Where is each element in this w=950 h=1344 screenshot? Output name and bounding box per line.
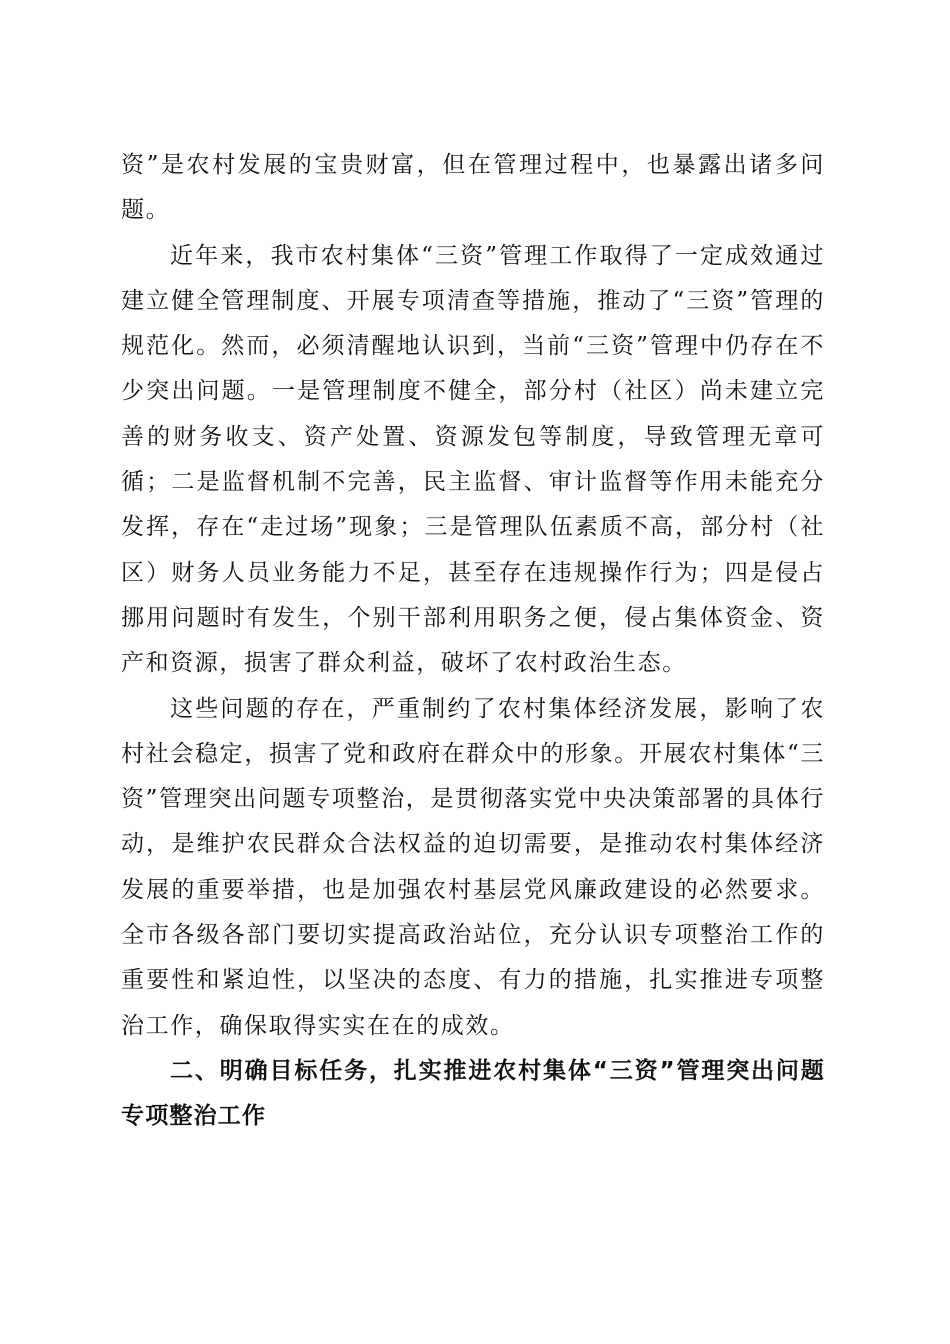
paragraph-significance: 这些问题的存在，严重制约了农村集体经济发展，影响了农村社会稳定，损害了党和政府在群众中的形象。开展农村集体“三资”管理突出问题专项整治，是贯彻落实党中央决策部署的具体行动，是维护农民群众合法权益的迫切需要，是推动农村集体经济发展的重要举措，也是加强农村基层党风廉政建设的必然要求。全市各级各部门要切实提高政治站位，充分认识专项整治工作的重要性和紧迫性，以坚决的态度、有力的措施，扎实推进专项整治工作，确保取得实实在在的成效。: [121, 695, 825, 1039]
section-heading: 二、明确目标任务，扎实推进农村集体“三资”管理突出问题专项整治工作: [121, 1057, 825, 1130]
paragraph-continuation: 资”是农村发展的宝贵财富，但在管理过程中，也暴露出诸多问题。: [121, 152, 825, 224]
document-body: [121, 143, 825, 1140]
paragraph-problems: 近年来，我市农村集体“三资”管理工作取得了一定成效通过建立健全管理制度、开展专项清查等措施，推动了“三资”管理的规范化。然而，必须清醒地认识到，当前“三资”管理中仍存在不少突出问题。一是管理制度不健全，部分村（社区）尚未建立完善的财务收支、资产处置、资源发包等制度，导致管理无章可循；二是监督机制不完善，民主监督、审计监督等作用未能充分发挥，存在“走过场”现象；三是管理队伍素质不高，部分村（社区）财务人员业务能力不足，甚至存在违规操作行为；四是侵占挪用问题时有发生，个别干部利用职务之便，侵占集体资金、资产和资源，损害了群众利益，破坏了农村政治生态。: [121, 242, 825, 677]
